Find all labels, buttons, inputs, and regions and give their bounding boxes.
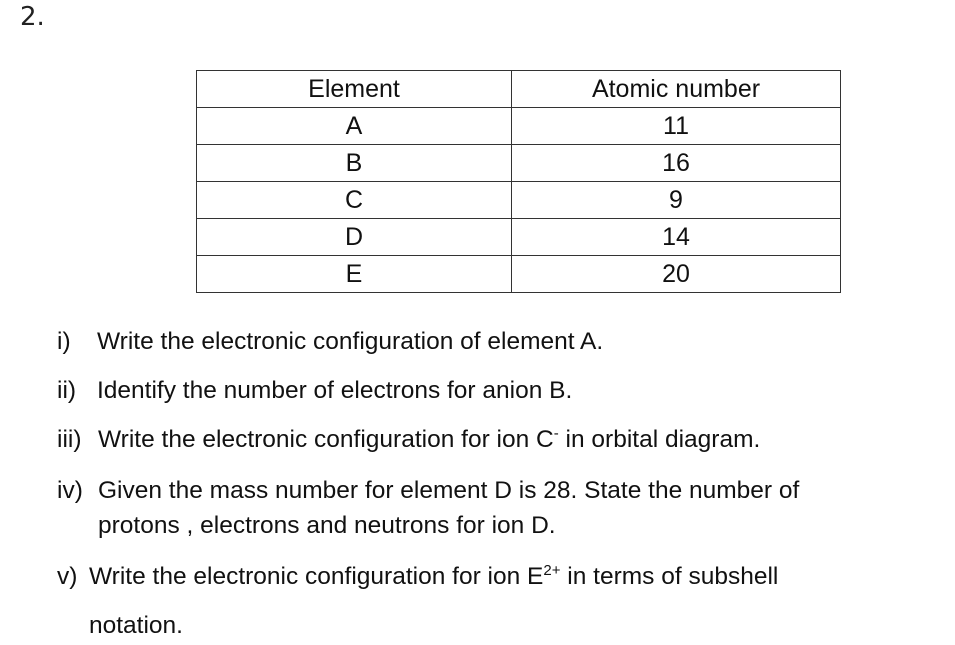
question-number: 2. [20, 2, 45, 32]
table-row [197, 145, 841, 182]
question-ii-number: ii) [57, 377, 77, 404]
atomic-number-cell: 14 [512, 219, 841, 256]
element-cell: C [197, 182, 512, 219]
table-header-row [197, 71, 841, 108]
table-row [197, 182, 841, 219]
element-cell: A [197, 108, 512, 145]
atomic-number-cell: 9 [512, 182, 841, 219]
atomic-number-cell: 16 [512, 145, 841, 182]
question-iii-text-end: in orbital diagram. [558, 426, 761, 453]
question-i-text: Write the electronic configuration of element A. [97, 328, 604, 355]
element-table [196, 70, 841, 293]
element-cell: D [197, 219, 512, 256]
question-v-number: v) [57, 563, 78, 590]
ion-charge-superscript: 2+ [543, 562, 561, 579]
question-iv-number: iv) [57, 477, 83, 504]
element-cell: B [197, 145, 512, 182]
question-iv [57, 479, 799, 504]
question-ii [57, 379, 572, 404]
table-row [197, 256, 841, 293]
table-row [197, 219, 841, 256]
question-iii-number: iii) [57, 426, 82, 453]
atomic-number-cell: 11 [512, 108, 841, 145]
question-i [57, 330, 603, 355]
question-iv-continuation: protons , electrons and neutrons for ion D. [98, 512, 556, 539]
element-cell: E [197, 256, 512, 293]
question-iv-text: Given the mass number for element D is 28. State the number of [98, 477, 800, 504]
question-iii-text: Write the electronic configuration for ion C [98, 426, 554, 453]
question-ii-text: Identify the number of electrons for anion B. [97, 377, 573, 404]
question-v-continuation: notation. [89, 612, 183, 639]
atomic-number-cell: 20 [512, 256, 841, 293]
header-atomic-number: Atomic number [512, 71, 841, 108]
table-row [197, 108, 841, 145]
question-v-text: Write the electronic configuration for ion E [89, 563, 544, 590]
header-element: Element [197, 71, 512, 108]
question-v [57, 562, 779, 590]
ion-charge-superscript: - [553, 425, 559, 442]
question-i-number: i) [57, 328, 71, 355]
question-v-text-end: in terms of subshell [560, 563, 779, 590]
question-iii [57, 425, 761, 453]
